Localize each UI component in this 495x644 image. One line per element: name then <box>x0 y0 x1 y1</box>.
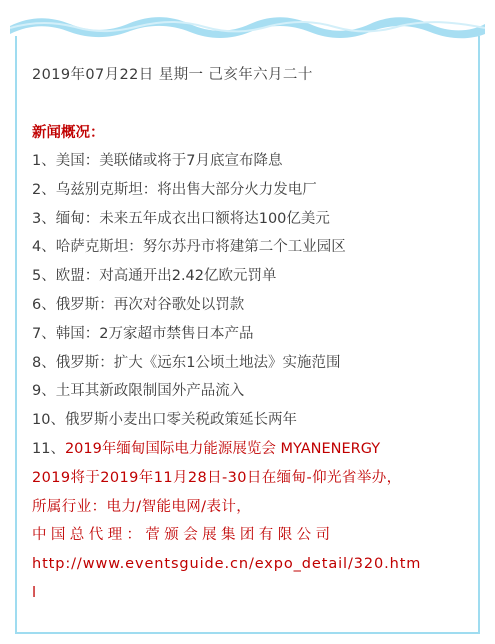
news-item-3: 3、缅甸：未来五年成衣出口额将达100亿美元 <box>32 210 330 227</box>
section-title: 新闻概况： <box>32 125 105 141</box>
news-item-6: 6、俄罗斯：再次对谷歌处以罚款 <box>32 296 245 313</box>
news-item-11-prefix: 11、 <box>32 440 65 457</box>
news-item-9: 9、土耳其新政限制国外产品流入 <box>32 383 245 400</box>
spacer <box>32 89 472 119</box>
news-item-7: 7、韩国：2万家超市禁售日本产品 <box>32 325 254 342</box>
newsletter-content <box>32 61 472 608</box>
news-item-11 <box>32 435 472 464</box>
news-item-1: 1、美国：美联储或将于7月底宣布降息 <box>32 153 283 169</box>
news-item-8: 8、俄罗斯：扩大《远东1公顷土地法》实施范围 <box>32 354 341 371</box>
expo-url-link-tail[interactable]: l <box>32 584 37 601</box>
expo-industry-line: 所属行业：电力/智能电网/表计， <box>32 498 252 515</box>
expo-title-line: 2019年缅甸国际电力能源展览会 MYANENERGY <box>64 440 381 457</box>
news-item-10: 10、俄罗斯小麦出口零关税政策延长两年 <box>32 412 297 429</box>
expo-agent-line: 中国总代理：菅颁会展集团有限公司 <box>32 527 335 544</box>
expo-url-link[interactable]: http://www.eventsguide.cn/expo_detail/320.htm <box>32 556 422 573</box>
date-line: 2019年07月22日 星期一 己亥年六月二十 <box>32 67 313 83</box>
news-item-5: 5、欧盟：对高通开出2.42亿欧元罚单 <box>32 268 277 285</box>
news-item-2: 2、乌兹别克斯坦：将出售大部分火力发电厂 <box>32 181 317 198</box>
news-item-4: 4、哈萨克斯坦：努尔苏丹市将建第二个工业园区 <box>32 239 346 256</box>
expo-date-line: 2019将于2019年11月28日-30日在缅甸-仰光省举办， <box>32 469 402 486</box>
